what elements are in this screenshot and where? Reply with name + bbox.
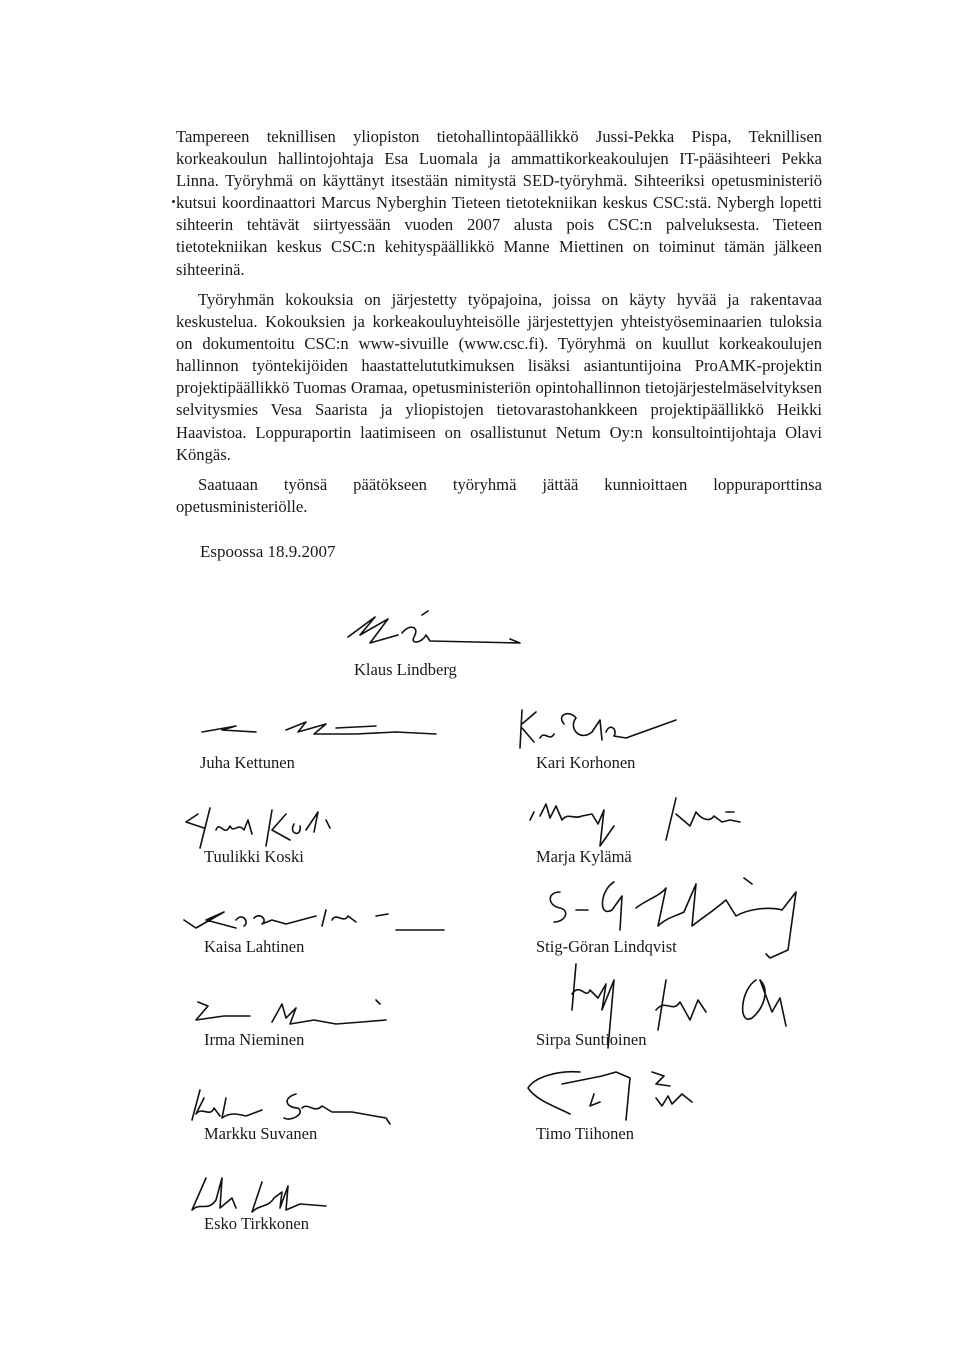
name-juha-kettunen: Juha Kettunen — [200, 753, 295, 772]
name-irma-nieminen: Irma Nieminen — [204, 1030, 305, 1049]
signature-kari-korhonen — [506, 702, 706, 757]
signature-juha-kettunen — [196, 708, 456, 748]
signature-klaus-lindberg — [330, 605, 530, 655]
body-paragraph-2-text: Työryhmän kokouksia on järjestetty työpajoina, joissa on käyty hyvää ja rakentavaa keskustelua. Kokouksien ja korkeakouluyhteisölle järjestettyjen yhteistyöseminaarien tuloksia on dokumentoitu CSC:n www-sivuille (www.csc.fi). Työryhmä on kuullut korkeakoulujen hallinnon työntekijöiden haastattelututkimuksen lisäksi asiantuntijoina ProAMK-projektin projektipäällikkö Tuomas Oramaa, opetusministeriön opintohallinnon tietojärjestelmäselvityksen selvitysmies Vesa Saarista ja yliopistojen tietovarastohankkeen projektipäällikkö Heikki Haavistoa. Loppuraportin laatimiseen on osallistunut Netum Oy:n konsultointijohtaja Olavi Köngäs. — [176, 290, 822, 464]
name-klaus-lindberg: Klaus Lindberg — [354, 660, 457, 679]
margin-dot — [172, 200, 175, 203]
body-paragraph-1: Tampereen teknillisen yliopiston tietohallintopäällikkö Jussi-Pekka Pispa, Teknillisen korkeakoulun hallintojohtaja Esa Luomala ja ammattikorkeakoulujen IT-pääsihteeri Pekka Linna. Työryhmä on käyttänyt itsestään nimitystä SED-työryhmä. Sihteeriksi opetusministeriö kutsui koordinaattori Marcus Nyberghin Tieteen tietotekniikan keskus CSC:stä. Nybergh lopetti sihteerin tehtävät siirtyessään vuoden 2007 alusta pois CSC:n palveluksesta. Tieteen tietotekniikan keskus CSC:n kehityspäällikkö Manne Miettinen on toiminut tämän jälkeen sihteerinä. — [176, 127, 822, 279]
place-and-date: Espoossa 18.9.2007 — [200, 542, 336, 561]
body-paragraph-3-text: Saatuaan työnsä päätökseen työryhmä jättää kunnioittaen loppuraporttinsa opetusministeriölle. — [176, 475, 822, 517]
signature-kaisa-lahtinen — [176, 890, 446, 940]
name-timo-tiihonen: Timo Tiihonen — [536, 1124, 634, 1143]
name-tuulikki-koski: Tuulikki Koski — [204, 847, 304, 866]
signature-timo-tiihonen — [506, 1058, 726, 1128]
signature-irma-nieminen — [186, 988, 406, 1033]
name-esko-tirkkonen: Esko Tirkkonen — [204, 1214, 309, 1233]
name-sirpa-suntioinen: Sirpa Suntioinen — [536, 1030, 647, 1049]
name-kari-korhonen: Kari Korhonen — [536, 753, 636, 772]
body-paragraph-2 — [176, 289, 822, 466]
name-marja-kylama: Marja Kylämä — [536, 847, 632, 866]
name-kaisa-lahtinen: Kaisa Lahtinen — [204, 937, 305, 956]
name-markku-suvanen: Markku Suvanen — [204, 1124, 318, 1143]
name-stig-goran-lindqvist: Stig-Göran Lindqvist — [536, 937, 677, 956]
body-paragraph-3 — [176, 474, 822, 518]
